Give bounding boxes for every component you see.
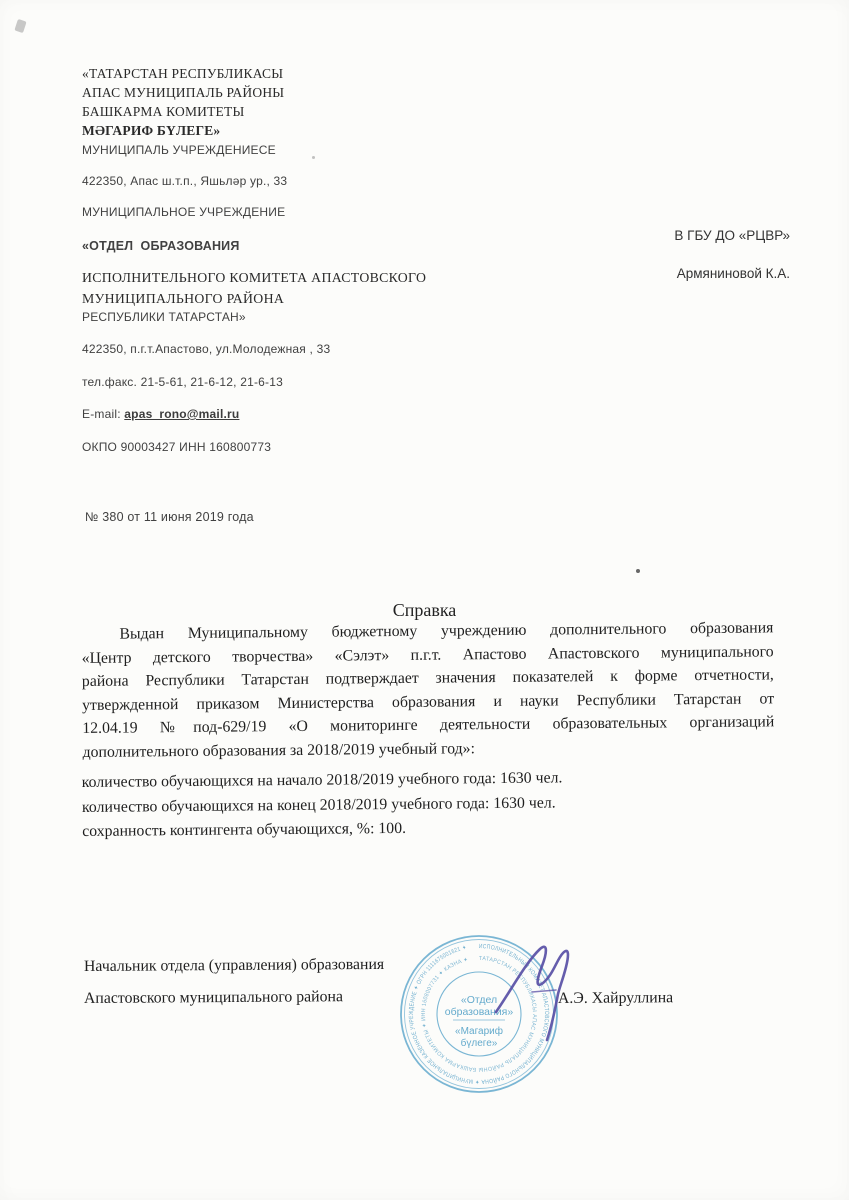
scan-speck-small — [312, 156, 315, 159]
addressee-line-2: Армяниновой К.А. — [676, 266, 790, 281]
signatory-position-line-2: Апастовского муниципального района — [83, 988, 344, 1007]
letterhead-tatar-line-2: АПАС МУНИЦИПАЛЬ РАЙОНЫ — [82, 85, 285, 100]
signature-cross-stroke — [532, 990, 556, 992]
letterhead-email-row — [82, 407, 239, 421]
body-line: дополнительного образования за 2018/2019 учебный год»: — [82, 740, 476, 761]
letterhead-org-name-line-2: МУНИЦИПАЛЬНОГО РАЙОНА — [82, 291, 285, 306]
stamp-center-line-3: «Магариф — [455, 1026, 503, 1037]
letterhead-tatar-line-1: «ТАТАРСТАН РЕСПУБЛИКАСЫ — [82, 66, 284, 81]
letterhead-tatar-line-5: МУНИЦИПАЛЬ УЧРЕЖДЕНИЕСЕ — [82, 143, 276, 157]
stat-line-retention: сохранность контингента обучающихся, %: 100. — [82, 820, 407, 841]
stat-line-end-count: количество обучающихся на конец 2018/2019 учебного года: 1630 чел. — [81, 794, 556, 816]
letterhead-org-name-line-1: ИСПОЛНИТЕЛЬНОГО КОМИТЕТА АПАСТОВСКОГО — [82, 270, 427, 285]
signature-stroke — [496, 947, 568, 1040]
signatory-position-line-1: Начальник отдела (управления) образования — [83, 955, 385, 975]
scan-corner-artifact — [14, 19, 26, 33]
email-label: E-mail: — [82, 407, 121, 421]
addressee-line-1: В ГБУ ДО «РЦВР» — [674, 228, 790, 243]
letterhead-address: 422350, п.г.т.Апастово, ул.Молодежная , 33 — [82, 342, 331, 356]
letterhead-codes: ОКПО 90003427 ИНН 160800773 — [82, 440, 272, 454]
body-line: Выдан Муниципальному бюджетному учреждению дополнительного образования — [119, 619, 774, 643]
stamp-center-line-4: бүлеге» — [460, 1038, 498, 1049]
body-paragraph — [81, 616, 774, 764]
stamp-ring-inner-text: ТАТАРСТАН РЕСПУБЛИКАСЫ АПАС МУНИЦИПАЛЬ РАЙОНЫ БАШКАРМА КОМИТЕТЫ ✦ ИНН 1608007731 ✦ КАЗНА ✦ — [420, 955, 538, 1073]
body-line: района Республики Татарстан подтверждает значения показателей к форме отчетности, — [81, 666, 774, 691]
email-link[interactable]: apas_rono@mail.ru — [124, 407, 240, 421]
stat-line-start-count: количество обучающихся на начало 2018/2019 учебного года: 1630 чел. — [81, 769, 563, 792]
handwritten-signature — [482, 928, 602, 1058]
body-line: утвержденной приказом Министерства образования и науки Республики Татарстан от — [82, 690, 775, 714]
letterhead-org-name-end: РЕСПУБЛИКИ ТАТАРСТАН» — [82, 310, 246, 324]
letterhead-phone: тел.факс. 21-5-61, 21-6-12, 21-6-13 — [82, 375, 283, 389]
letterhead-tatar-address: 422350, Апас ш.т.п., Яшьләр ур., 33 — [82, 174, 288, 188]
body-line: «Центр детского творчества» «Сэлэт» п.г.т. Апастово Апастовского муниципального — [81, 642, 774, 667]
signatory-name: А.Э. Хайруллина — [557, 989, 674, 1007]
stamp-center-line-1: «Отдел — [460, 994, 498, 1006]
document-title: Справка — [392, 600, 457, 620]
body-line: 12.04.19 №под-629/19 «О мониторинге деятельности образовательных организаций — [82, 713, 775, 738]
letterhead-tatar-line-3: БАШКАРМА КОМИТЕТЫ — [82, 104, 245, 119]
letterhead-org-type: МУНИЦИПАЛЬНОЕ УЧРЕЖДЕНИЕ — [82, 205, 286, 219]
scan-speck — [636, 569, 640, 573]
stamp-center-line-2: образования» — [444, 1006, 514, 1018]
ref-number-line: № 380 от 11 июня 2019 года — [85, 510, 254, 524]
letterhead-tatar-line-4: МӘГАРИФ БҮЛЕГЕ» — [82, 123, 221, 138]
letterhead-org-name-bold: «ОТДЕЛ ОБРАЗОВАНИЯ — [82, 239, 240, 253]
stamp-ring-outer-text: ИСПОЛНИТЕЛЬНЫЙ КОМИТЕТ АПАСТОВСКОГО МУНИЦИПАЛЬНОГО РАЙОНА ✦ МУНИЦИПАЛЬНОЕ КАЗЕННОЕ УЧРЕЖДЕНИЕ ✦ ОГРН 1111675001621 ✦ — [407, 942, 551, 1086]
stats-block — [82, 766, 563, 844]
